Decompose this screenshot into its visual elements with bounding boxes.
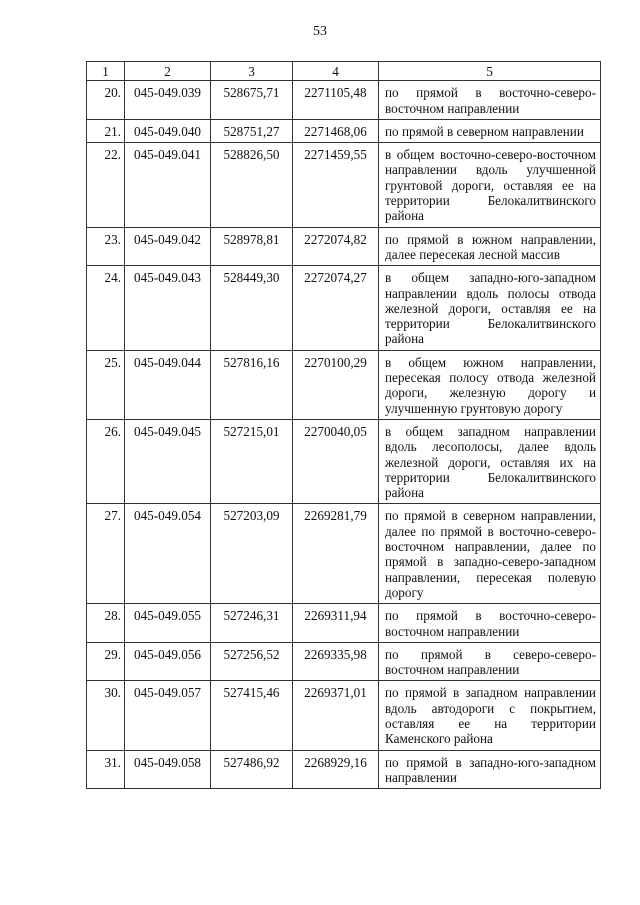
row-number: 25. <box>87 350 125 419</box>
coord-y: 2270100,29 <box>293 350 379 419</box>
table-row <box>87 750 601 789</box>
table-row <box>87 419 601 503</box>
coord-x: 528978,81 <box>211 227 293 266</box>
row-number: 24. <box>87 266 125 350</box>
coord-y: 2269311,94 <box>293 604 379 643</box>
point-code: 045-049.044 <box>125 350 211 419</box>
table-row <box>87 266 601 350</box>
row-number: 28. <box>87 604 125 643</box>
point-code: 045-049.056 <box>125 642 211 681</box>
coord-y: 2272074,27 <box>293 266 379 350</box>
table-row <box>87 119 601 142</box>
coord-y: 2271105,48 <box>293 81 379 120</box>
coord-x: 527816,16 <box>211 350 293 419</box>
coord-y: 2270040,05 <box>293 419 379 503</box>
table-row <box>87 604 601 643</box>
boundary-description: по прямой в северном направлении <box>379 119 601 142</box>
row-number: 23. <box>87 227 125 266</box>
point-code: 045-049.039 <box>125 81 211 120</box>
point-code: 045-049.058 <box>125 750 211 789</box>
row-number: 31. <box>87 750 125 789</box>
row-number: 26. <box>87 419 125 503</box>
header-col-2: 2 <box>125 62 211 81</box>
row-number: 22. <box>87 143 125 227</box>
row-number: 27. <box>87 504 125 604</box>
coord-x: 528826,50 <box>211 143 293 227</box>
coord-y: 2272074,82 <box>293 227 379 266</box>
table-body <box>87 81 601 789</box>
coord-x: 527415,46 <box>211 681 293 750</box>
coord-y: 2271468,06 <box>293 119 379 142</box>
table-row <box>87 81 601 120</box>
point-code: 045-049.054 <box>125 504 211 604</box>
boundary-description: по прямой в южном направлении, далее пересекая лесной массив <box>379 227 601 266</box>
boundary-description: в общем западно-юго-западном направлении вдоль полосы отвода железной дороги, оставляя ее на территории Белокалитвинского района <box>379 266 601 350</box>
point-code: 045-049.045 <box>125 419 211 503</box>
point-code: 045-049.041 <box>125 143 211 227</box>
row-number: 29. <box>87 642 125 681</box>
boundary-description: по прямой в восточно-северо-восточном направлении <box>379 81 601 120</box>
table-row <box>87 143 601 227</box>
coord-y: 2268929,16 <box>293 750 379 789</box>
coord-x: 528675,71 <box>211 81 293 120</box>
table-row <box>87 227 601 266</box>
boundary-description: в общем южном направлении, пересекая полосу отвода железной дороги, железную дорогу и улучшенную грунтовую дорогу <box>379 350 601 419</box>
coord-x: 527486,92 <box>211 750 293 789</box>
boundary-description: в общем восточно-северо-восточном направлении вдоль улучшенной грунтовой дороги, оставляя ее на территории Белокалитвинского района <box>379 143 601 227</box>
table-row <box>87 350 601 419</box>
row-number: 20. <box>87 81 125 120</box>
point-code: 045-049.043 <box>125 266 211 350</box>
table-row <box>87 681 601 750</box>
point-code: 045-049.057 <box>125 681 211 750</box>
boundary-description: по прямой в западно-юго-западном направлении <box>379 750 601 789</box>
coord-x: 527203,09 <box>211 504 293 604</box>
coord-y: 2269335,98 <box>293 642 379 681</box>
boundary-description: по прямой в северо-северо-восточном направлении <box>379 642 601 681</box>
coord-y: 2271459,55 <box>293 143 379 227</box>
coord-y: 2269371,01 <box>293 681 379 750</box>
header-row <box>87 62 601 81</box>
boundary-points-table <box>86 61 601 789</box>
header-col-5: 5 <box>379 62 601 81</box>
boundary-description: по прямой в восточно-северо-восточном направлении <box>379 604 601 643</box>
coord-y: 2269281,79 <box>293 504 379 604</box>
point-code: 045-049.042 <box>125 227 211 266</box>
boundary-description: в общем западном направлении вдоль лесополосы, далее вдоль железной дороги, оставляя их на территории Белокалитвинского района <box>379 419 601 503</box>
coord-x: 527215,01 <box>211 419 293 503</box>
point-code: 045-049.055 <box>125 604 211 643</box>
page-number: 53 <box>313 24 327 39</box>
boundary-description: по прямой в северном направлении, далее по прямой в восточно-северо-восточном направлении, далее по прямой в западно-северо-западном направлении, пересекая полевую дорогу <box>379 504 601 604</box>
row-number: 30. <box>87 681 125 750</box>
coord-x: 528449,30 <box>211 266 293 350</box>
table-row <box>87 642 601 681</box>
coord-x: 528751,27 <box>211 119 293 142</box>
boundary-description: по прямой в западном направлении вдоль автодороги с покрытием, оставляя ее на территории Каменского района <box>379 681 601 750</box>
table-row <box>87 504 601 604</box>
point-code: 045-049.040 <box>125 119 211 142</box>
coord-x: 527246,31 <box>211 604 293 643</box>
header-col-3: 3 <box>211 62 293 81</box>
header-col-1: 1 <box>87 62 125 81</box>
header-col-4: 4 <box>293 62 379 81</box>
table-header <box>87 62 601 81</box>
row-number: 21. <box>87 119 125 142</box>
coord-x: 527256,52 <box>211 642 293 681</box>
